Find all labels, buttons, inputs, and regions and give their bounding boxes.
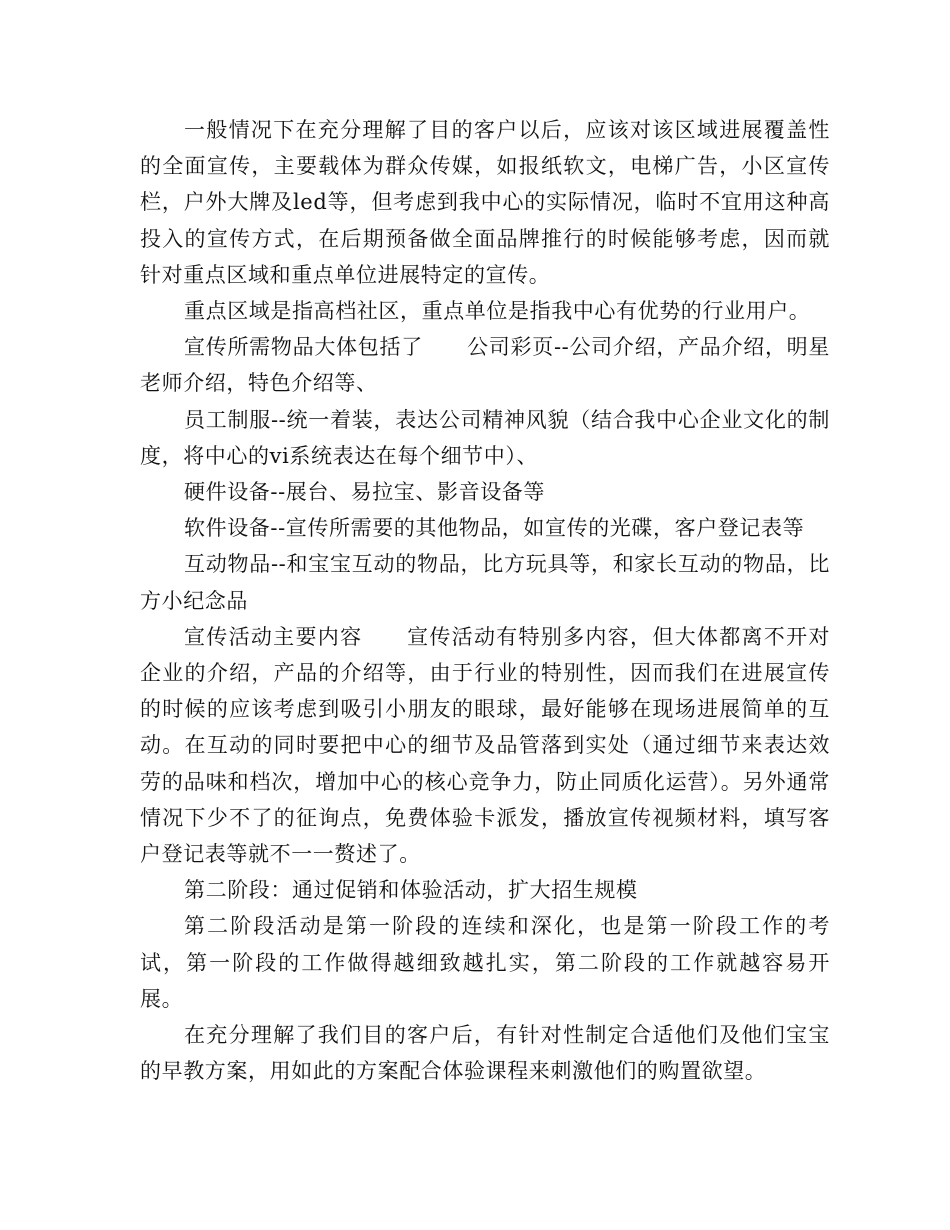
- paragraph-rest: 宣传活动有特别多内容，但大体都离不开对企业的介绍，产品的介绍等，由于行业的特别性，因而我们在进展宣传的时候的应该考虑到吸引小朋友的眼球，最好能够在现场进展简单的互动。在互动的同时要把中心的细节及品管落到实处（通过细节来表达效劳的品味和档次，增加中心的核心竞争力，防止同质化运营）。另外通常情况下少不了的征询点，免费体验卡派发，播放宣传视频材料，填写客户登记表等就不一一赘述了。: [140, 624, 830, 867]
- paragraph-lead: 宣传活动主要内容: [184, 624, 363, 649]
- paragraph-stage-two-heading: 第二阶段：通过促销和体验活动，扩大招生规模: [184, 878, 638, 903]
- paragraph-promo-materials: [140, 329, 830, 401]
- paragraph-rest: 公司彩页--公司介绍，产品介绍，明星老师介绍，特色介绍等、: [140, 335, 830, 396]
- paragraph-uniforms: 员工制服--统一着装，表达公司精神风貌（结合我中心企业文化的制度，将中心的vi系统表达在每个细节中）、: [140, 407, 830, 468]
- document-page: [140, 112, 830, 1089]
- paragraph-key-areas: 重点区域是指高档社区，重点单位是指我中心有优势的行业用户。: [184, 299, 811, 324]
- paragraph-stage-two-continuation: 第二阶段活动是第一阶段的连续和深化，也是第一阶段工作的考试，第一阶段的工作做得越细致越扎实，第二阶段的工作就越容易开展。: [140, 914, 830, 1011]
- paragraph-hardware: 硬件设备--展台、易拉宝、影音设备等: [184, 480, 545, 505]
- paragraph-coverage-publicity: 一般情况下在充分理解了目的客户以后，应该对该区域进展覆盖性的全面宣传，主要载体为群众传媒，如报纸软文，电梯广告，小区宣传栏，户外大牌及led等，但考虑到我中心的实际情况，临时不宜用这种高投入的宣传方式，在后期预备做全面品牌推行的时候能够考虑，因而就针对重点区域和重点单位进展特定的宣传。: [140, 118, 830, 287]
- paragraph-lead: 宣传所需物品大体包括了: [184, 335, 423, 360]
- paragraph-interactive-items: 互动物品--和宝宝互动的物品，比方玩具等，和家长互动的物品，比方小纪念品: [140, 552, 830, 613]
- paragraph-activity-content: [140, 619, 830, 872]
- paragraph-software: 软件设备--宣传所需要的其他物品，如宣传的光碟，客户登记表等: [184, 516, 805, 541]
- paragraph-customized-plan: 在充分理解了我们目的客户后，有针对性制定合适他们及他们宝宝的早教方案，用如此的方案配合体验课程来刺激他们的购置欲望。: [140, 1023, 830, 1084]
